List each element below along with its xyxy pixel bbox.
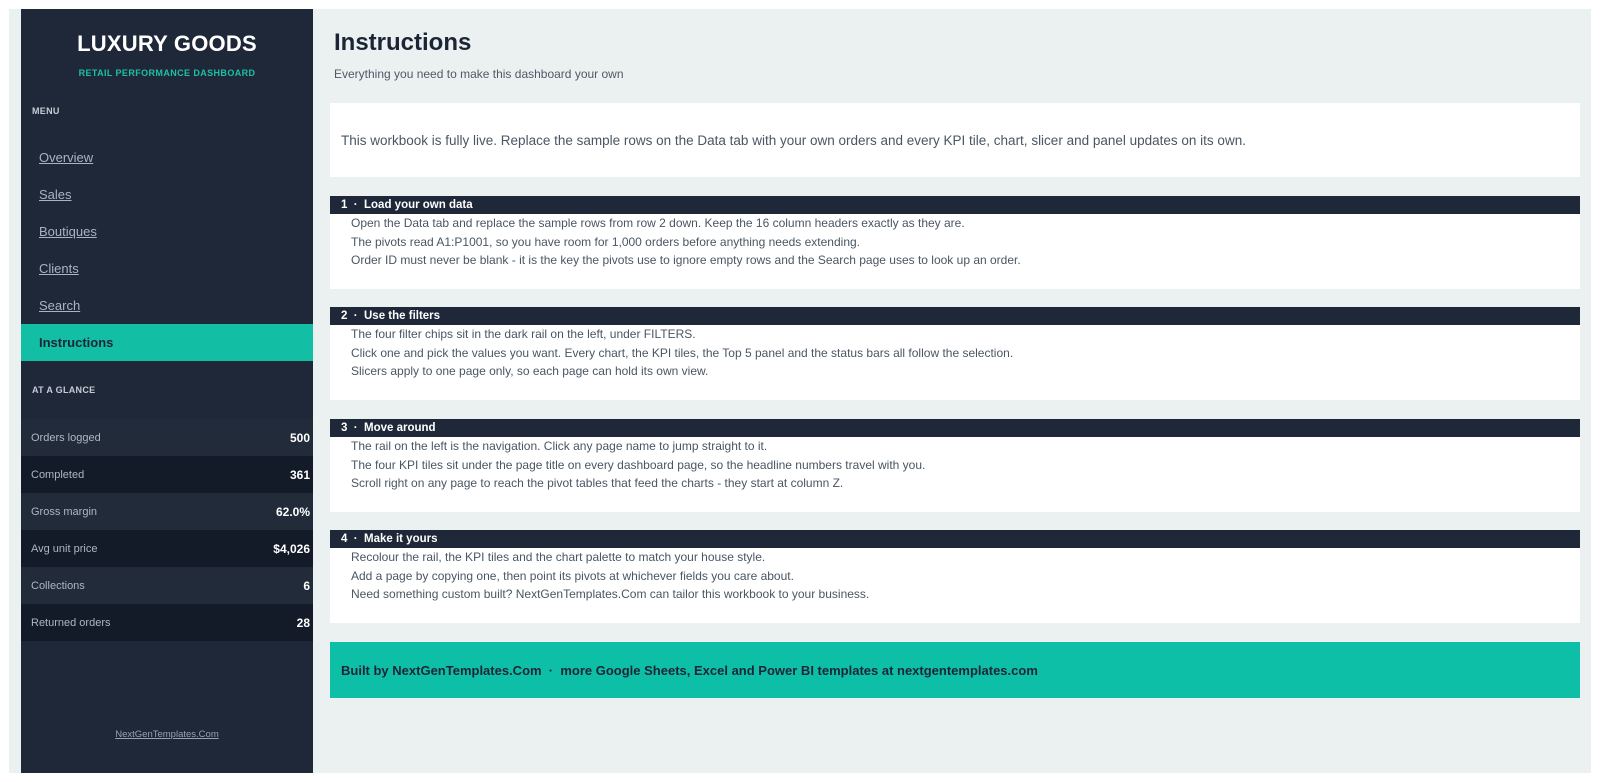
stat-row-gross-margin <box>21 493 313 530</box>
brand-title: LUXURY GOODS <box>77 31 257 56</box>
step-line: Recolour the rail, the KPI tiles and the chart palette to match your house style. <box>351 550 766 564</box>
promo-banner <box>330 642 1580 698</box>
intro-text: This workbook is fully live. Replace the sample rows on the Data tab with your own orders and every KPI tile, chart, slicer and panel updates on its own. <box>341 132 1246 148</box>
step-heading: 4 · Make it yours <box>330 530 1580 548</box>
step-line: Need something custom built? NextGenTemplates.Com can tailor this workbook to your business. <box>351 587 870 601</box>
step-load-data <box>330 196 1580 289</box>
stat-value: 500 <box>289 430 310 445</box>
stat-value: 6 <box>303 578 310 593</box>
stat-value: $4,026 <box>273 541 310 556</box>
stat-row-collections <box>21 567 313 604</box>
stat-value: 62.0% <box>275 504 310 519</box>
nav-item-boutiques[interactable]: Boutiques <box>39 224 97 239</box>
stat-label: Avg unit price <box>31 542 98 555</box>
stat-row-orders-logged <box>21 419 313 456</box>
menu-section-label: MENU <box>32 106 60 116</box>
stat-label: Gross margin <box>31 505 98 518</box>
step-line: The four filter chips sit in the dark rail on the left, under FILTERS. <box>351 327 696 341</box>
stat-row-completed <box>21 456 313 493</box>
step-line: The pivots read A1:P1001, so you have room for 1,000 orders before anything needs extending. <box>351 234 860 249</box>
stat-row-returned-orders <box>21 604 313 641</box>
intro-panel <box>330 103 1580 177</box>
step-line: Slicers apply to one page only, so each page can hold its own view. <box>351 364 709 378</box>
nav-item-instructions[interactable]: Instructions <box>21 324 313 361</box>
step-line: Click one and pick the values you want. Every chart, the KPI tiles, the Top 5 panel and the status bars all follow the selection. <box>351 345 1014 360</box>
stat-label: Returned orders <box>31 616 111 629</box>
nav-item-clients[interactable]: Clients <box>39 261 79 276</box>
step-line: Scroll right on any page to reach the pivot tables that feed the charts - they start at column Z. <box>351 476 844 490</box>
nav-item-sales[interactable]: Sales <box>39 187 72 202</box>
stat-value: 28 <box>296 615 310 630</box>
stat-label: Orders logged <box>31 431 101 444</box>
stat-row-avg-unit-price <box>21 530 313 567</box>
brand-subtitle: RETAIL PERFORMANCE DASHBOARD <box>78 68 256 78</box>
stat-label: Completed <box>31 468 85 481</box>
step-use-filters <box>330 307 1580 400</box>
sidebar-rail <box>21 9 313 773</box>
nav-item-search[interactable]: Search <box>39 298 81 313</box>
page-title: Instructions <box>334 29 472 56</box>
banner-text: Built by NextGenTemplates.Com · more Google Sheets, Excel and Power BI templates at nextgentemplates.com <box>341 662 1038 678</box>
page-subtitle: Everything you need to make this dashboard your own <box>334 67 624 81</box>
step-make-it-yours <box>330 530 1580 623</box>
step-line: Order ID must never be blank - it is the key the pivots use to ignore empty rows and the Search page uses to look up an order. <box>351 253 1021 267</box>
step-line: The four KPI tiles sit under the page title on every dashboard page, so the headline numbers travel with you. <box>351 457 926 472</box>
step-heading: 2 · Use the filters <box>330 307 1580 325</box>
stat-label: Collections <box>31 579 85 592</box>
step-line: The rail on the left is the navigation. Click any page name to jump straight to it. <box>351 439 768 453</box>
glance-section-label: AT A GLANCE <box>32 385 96 395</box>
step-line: Add a page by copying one, then point its pivots at whichever fields you care about. <box>351 568 794 583</box>
footer-link[interactable]: NextGenTemplates.Com <box>115 729 219 740</box>
step-heading: 3 · Move around <box>330 419 1580 437</box>
step-move-around <box>330 419 1580 512</box>
stat-value: 361 <box>289 467 310 482</box>
nav-item-overview[interactable]: Overview <box>39 150 94 165</box>
step-heading: 1 · Load your own data <box>330 196 1580 214</box>
dashboard-frame <box>9 9 1591 773</box>
step-line: Open the Data tab and replace the sample rows from row 2 down. Keep the 16 column headers exactly as they are. <box>351 216 965 230</box>
